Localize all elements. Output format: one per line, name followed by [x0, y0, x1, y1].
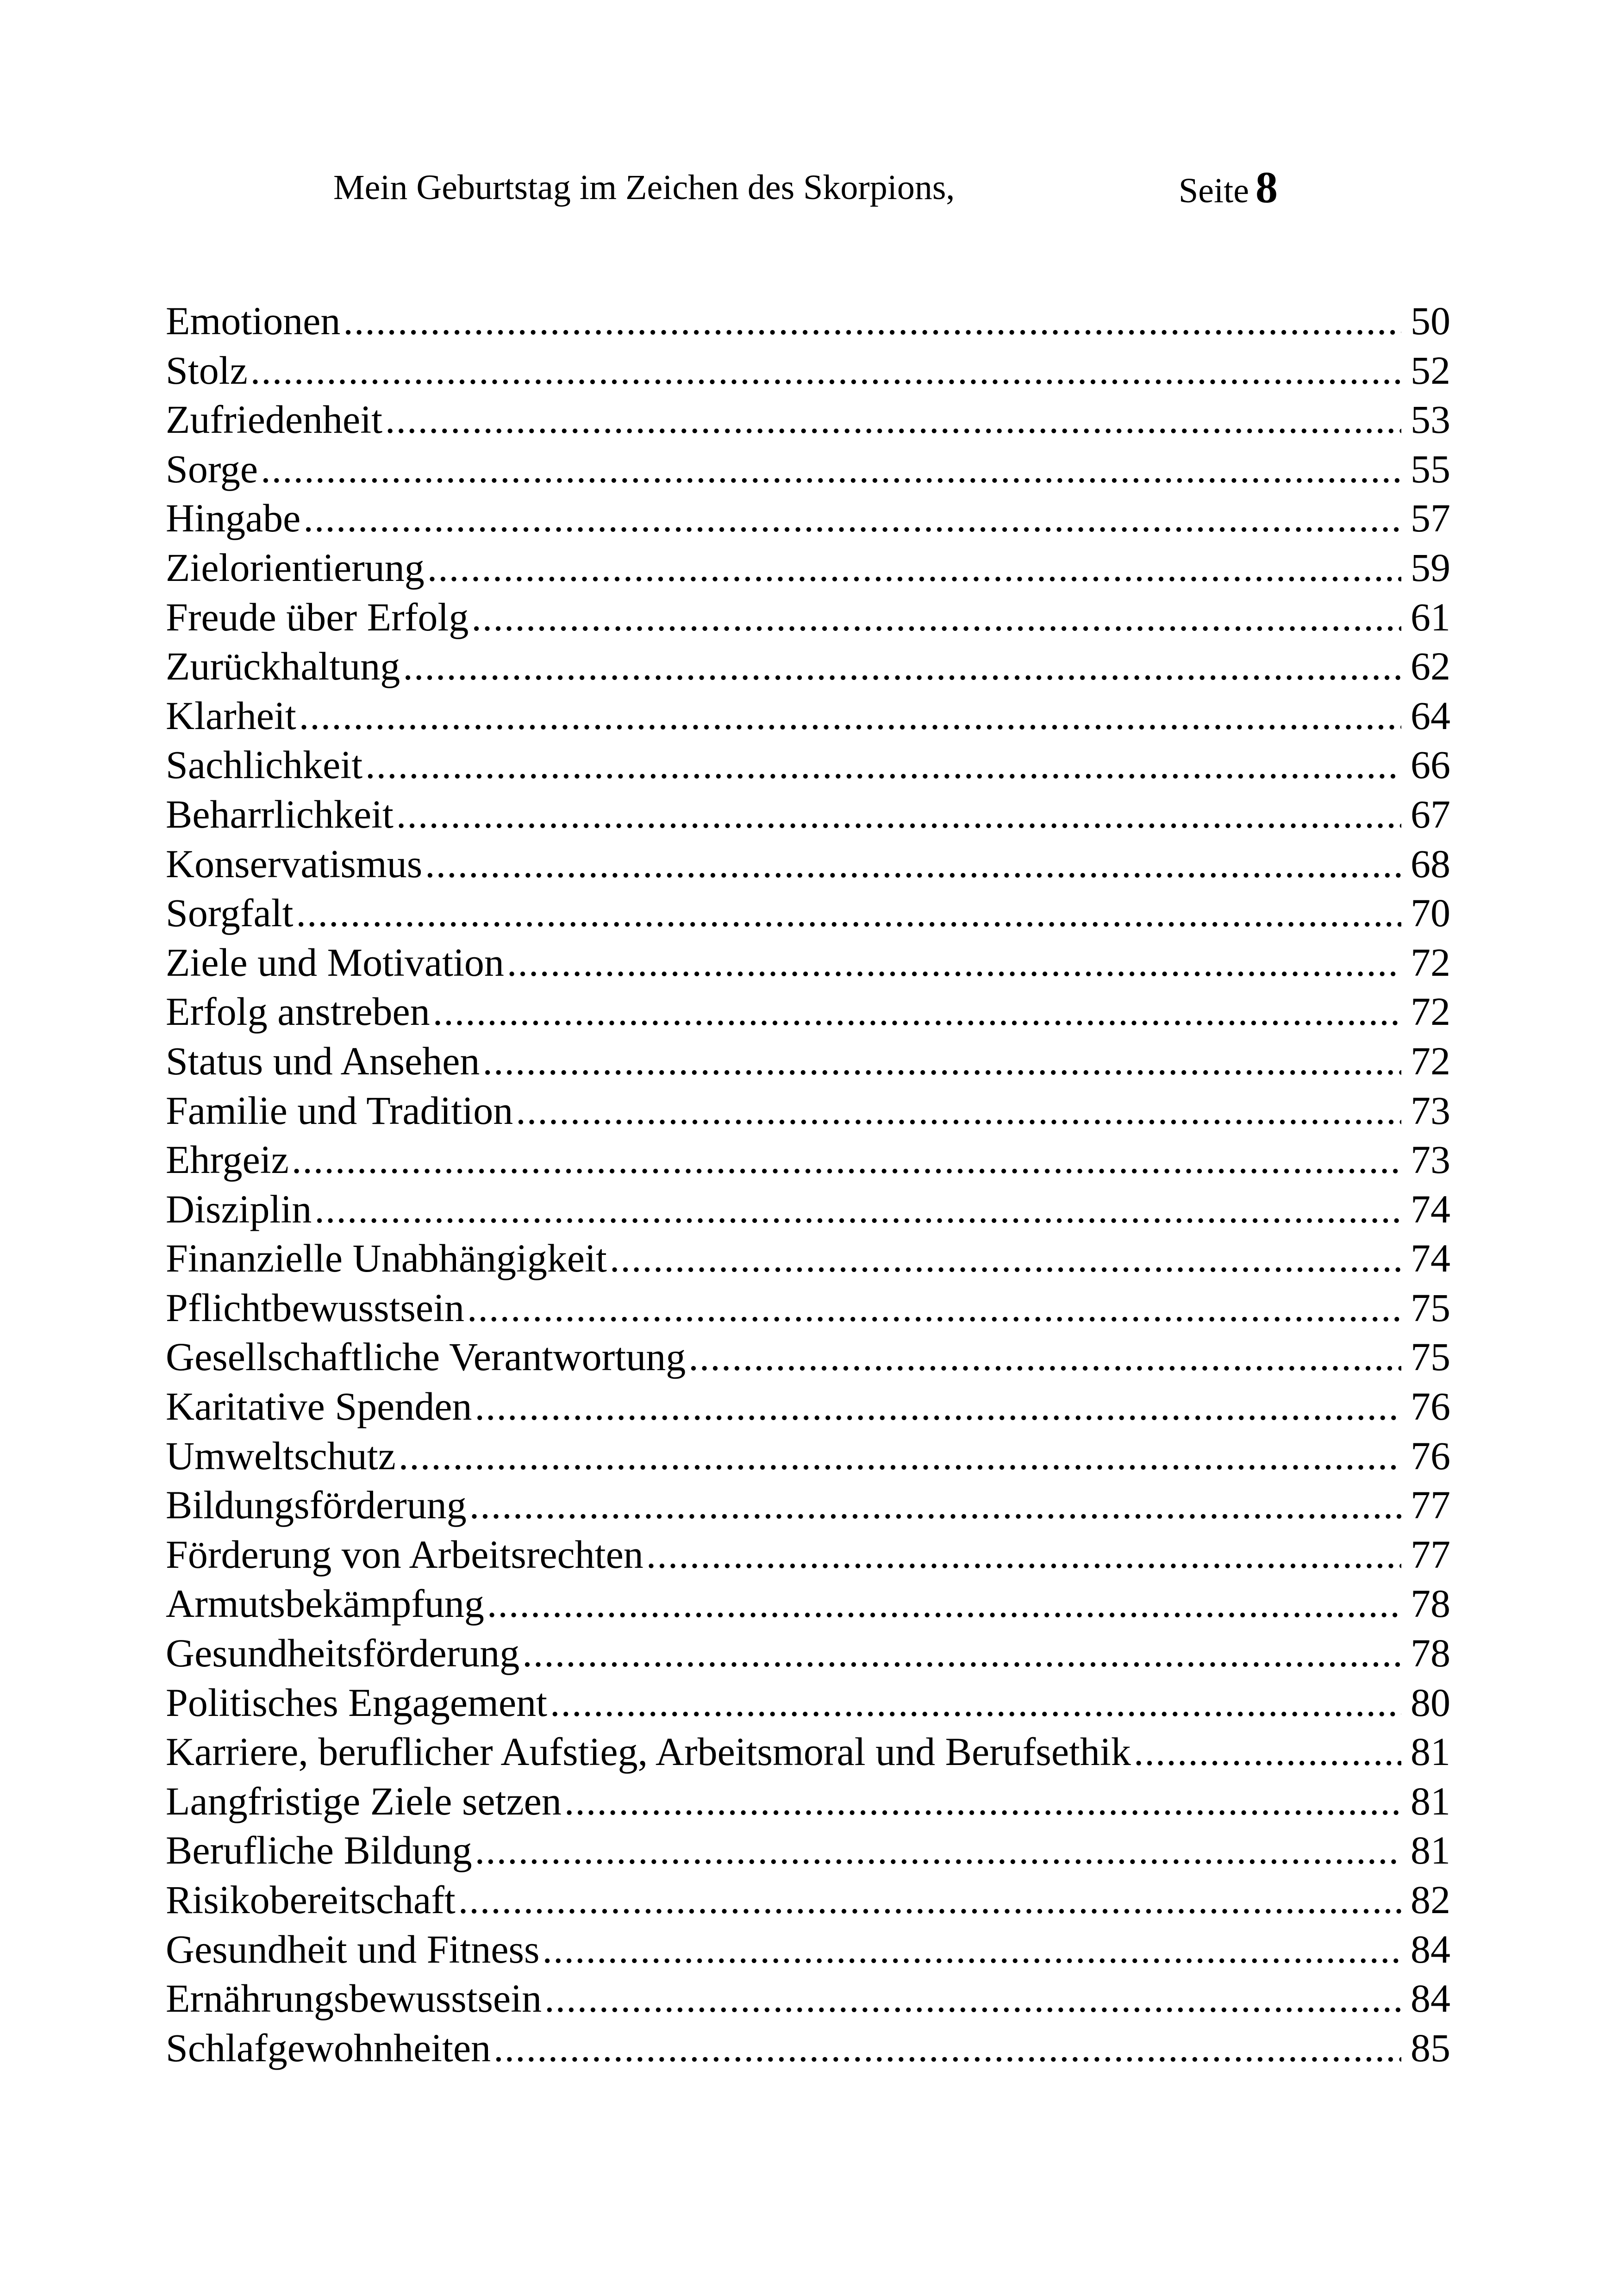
toc-entry-page-number: 62	[1411, 644, 1450, 689]
dot-leader	[507, 938, 1401, 987]
page-number: 8	[1255, 162, 1278, 212]
toc-entry-page-number: 70	[1411, 891, 1450, 935]
toc-entry-label: Bildungsförderung	[166, 1483, 467, 1528]
running-header	[333, 160, 1278, 215]
dot-leader	[493, 2023, 1401, 2073]
toc-entry[interactable]	[166, 839, 1450, 889]
toc-entry-page-number: 66	[1411, 742, 1450, 787]
dot-leader	[471, 592, 1401, 642]
toc-entry[interactable]	[166, 1036, 1450, 1086]
toc-entry[interactable]	[166, 938, 1450, 987]
toc-entry-page-number: 50	[1411, 299, 1450, 343]
dot-leader	[385, 395, 1401, 444]
dot-leader	[550, 1678, 1401, 1727]
dot-leader	[292, 1135, 1401, 1185]
toc-entry-page-number: 82	[1411, 1877, 1450, 1922]
toc-entry-label: Sorgfalt	[166, 891, 294, 935]
dot-leader	[544, 1974, 1401, 2023]
toc-entry-page-number: 75	[1411, 1285, 1450, 1330]
toc-entry-page-number: 81	[1411, 1778, 1450, 1823]
toc-entry-page-number: 68	[1411, 841, 1450, 886]
toc-entry[interactable]	[166, 888, 1450, 938]
dot-leader	[487, 1579, 1401, 1628]
toc-entry-page-number: 72	[1411, 940, 1450, 985]
toc-entry-page-number: 76	[1411, 1433, 1450, 1478]
toc-entry-label: Umweltschutz	[166, 1433, 396, 1478]
toc-entry[interactable]	[166, 395, 1450, 444]
toc-entry[interactable]	[166, 642, 1450, 691]
dot-leader	[688, 1332, 1401, 1382]
dot-leader	[403, 642, 1401, 691]
toc-entry-label: Familie und Tradition	[166, 1088, 513, 1133]
dot-leader	[467, 1283, 1401, 1333]
toc-entry[interactable]	[166, 987, 1450, 1036]
dot-leader	[250, 346, 1401, 395]
dot-leader	[425, 839, 1401, 889]
toc-entry-page-number: 74	[1411, 1186, 1450, 1231]
dot-leader	[299, 691, 1401, 741]
dot-leader	[296, 888, 1401, 938]
toc-entry-label: Hingabe	[166, 496, 301, 541]
toc-entry-label: Ernährungsbewusstsein	[166, 1976, 542, 2021]
toc-entry[interactable]	[166, 1777, 1450, 1826]
toc-entry-label: Ziele und Motivation	[166, 940, 504, 985]
toc-entry-page-number: 73	[1411, 1088, 1450, 1133]
toc-entry-page-number: 75	[1411, 1335, 1450, 1379]
toc-entry-page-number: 72	[1411, 1038, 1450, 1083]
toc-entry-label: Risikobereitschaft	[166, 1877, 456, 1922]
toc-entry-label: Langfristige Ziele setzen	[166, 1778, 562, 1823]
toc-entry-label: Schlafgewohnheiten	[166, 2025, 491, 2070]
toc-entry-label: Pflichtbewusstsein	[166, 1285, 464, 1330]
dot-leader	[475, 1382, 1401, 1431]
toc-entry-page-number: 74	[1411, 1236, 1450, 1281]
toc-entry[interactable]	[166, 1925, 1450, 1974]
toc-entry-page-number: 84	[1411, 1976, 1450, 2021]
toc-entry[interactable]	[166, 1727, 1450, 1777]
toc-entry[interactable]	[166, 790, 1450, 839]
dot-leader	[1134, 1727, 1401, 1777]
dot-leader	[482, 1036, 1401, 1086]
toc-entry[interactable]	[166, 1332, 1450, 1382]
toc-entry-label: Emotionen	[166, 299, 341, 343]
toc-entry-label: Gesellschaftliche Verantwortung	[166, 1335, 686, 1379]
toc-entry-label: Stolz	[166, 348, 248, 393]
page-label	[1179, 160, 1278, 218]
toc-entry-label: Förderung von Arbeitsrechten	[166, 1532, 643, 1577]
toc-entry-page-number: 52	[1411, 348, 1450, 393]
dot-leader	[396, 790, 1401, 839]
toc-entry[interactable]	[166, 1875, 1450, 1925]
toc-entry-page-number: 78	[1411, 1581, 1450, 1626]
dot-leader	[399, 1431, 1401, 1481]
toc-entry[interactable]	[166, 1628, 1450, 1678]
toc-entry[interactable]	[166, 1135, 1450, 1185]
toc-entry-label: Beharrlichkeit	[166, 792, 394, 836]
toc-entry[interactable]	[166, 1974, 1450, 2023]
toc-entry-label: Disziplin	[166, 1186, 312, 1231]
toc-entry-page-number: 67	[1411, 792, 1450, 836]
toc-entry[interactable]	[166, 1431, 1450, 1481]
toc-entry-label: Karriere, beruflicher Aufstieg, Arbeitsmoral und Berufsethik	[166, 1729, 1131, 1774]
toc-entry[interactable]	[166, 1086, 1450, 1135]
toc-entry-label: Zufriedenheit	[166, 397, 383, 442]
toc-entry-label: Zurückhaltung	[166, 644, 400, 689]
toc-entry-page-number: 80	[1411, 1680, 1450, 1725]
toc-entry-label: Ehrgeiz	[166, 1137, 289, 1182]
toc-entry-label: Sachlichkeit	[166, 742, 363, 787]
toc-entry[interactable]	[166, 1530, 1450, 1579]
toc-entry[interactable]	[166, 1480, 1450, 1530]
toc-entry-label: Politisches Engagement	[166, 1680, 548, 1725]
page-word: Seite	[1179, 171, 1249, 210]
dot-leader	[458, 1875, 1401, 1925]
dot-leader	[433, 987, 1401, 1036]
toc-entry-page-number: 84	[1411, 1927, 1450, 1971]
toc-entry-page-number: 57	[1411, 496, 1450, 541]
table-of-contents	[166, 296, 1450, 2072]
toc-entry-page-number: 81	[1411, 1729, 1450, 1774]
toc-entry[interactable]	[166, 296, 1450, 346]
toc-entry[interactable]	[166, 1382, 1450, 1431]
dot-leader	[314, 1185, 1401, 1234]
dot-leader	[261, 444, 1401, 494]
toc-entry-label: Berufliche Bildung	[166, 1828, 472, 1873]
dot-leader	[343, 296, 1401, 346]
toc-entry-page-number: 59	[1411, 545, 1450, 590]
toc-entry-page-number: 85	[1411, 2025, 1450, 2070]
toc-entry-label: Klarheit	[166, 693, 296, 738]
toc-entry-page-number: 55	[1411, 446, 1450, 491]
toc-entry-label: Erfolg anstreben	[166, 989, 430, 1034]
toc-entry-label: Gesundheitsförderung	[166, 1631, 520, 1676]
toc-entry-page-number: 81	[1411, 1828, 1450, 1873]
toc-entry-page-number: 73	[1411, 1137, 1450, 1182]
dot-leader	[427, 543, 1401, 592]
toc-entry-page-number: 72	[1411, 989, 1450, 1034]
dot-leader	[522, 1628, 1401, 1678]
toc-entry[interactable]	[166, 2023, 1450, 2073]
toc-entry-label: Finanzielle Unabhängigkeit	[166, 1236, 607, 1281]
toc-entry-label: Karitative Spenden	[166, 1384, 472, 1429]
toc-entry[interactable]	[166, 691, 1450, 741]
toc-entry-page-number: 76	[1411, 1384, 1450, 1429]
toc-entry[interactable]	[166, 1185, 1450, 1234]
dot-leader	[365, 740, 1401, 790]
toc-entry[interactable]	[166, 592, 1450, 642]
toc-entry[interactable]	[166, 1234, 1450, 1283]
toc-entry-page-number: 78	[1411, 1631, 1450, 1676]
dot-leader	[303, 493, 1401, 543]
toc-entry[interactable]	[166, 740, 1450, 790]
dot-leader	[564, 1777, 1401, 1826]
dot-leader	[610, 1234, 1401, 1283]
toc-entry[interactable]	[166, 543, 1450, 592]
toc-entry[interactable]	[166, 1579, 1450, 1628]
toc-entry-label: Gesundheit und Fitness	[166, 1927, 540, 1971]
toc-entry[interactable]	[166, 1826, 1450, 1875]
toc-entry[interactable]	[166, 444, 1450, 494]
toc-entry-page-number: 53	[1411, 397, 1450, 442]
toc-entry-page-number: 64	[1411, 693, 1450, 738]
toc-entry-label: Sorge	[166, 446, 258, 491]
toc-entry-label: Armutsbekämpfung	[166, 1581, 484, 1626]
toc-entry-label: Status und Ansehen	[166, 1038, 480, 1083]
toc-entry-page-number: 61	[1411, 594, 1450, 639]
toc-entry[interactable]	[166, 1678, 1450, 1727]
toc-entry-label: Konservatismus	[166, 841, 423, 886]
toc-entry-page-number: 77	[1411, 1532, 1450, 1577]
dot-leader	[646, 1530, 1401, 1579]
toc-entry[interactable]	[166, 346, 1450, 395]
dot-leader	[542, 1925, 1401, 1974]
toc-entry-label: Freude über Erfolg	[166, 594, 469, 639]
dot-leader	[475, 1826, 1401, 1875]
dot-leader	[469, 1480, 1401, 1530]
dot-leader	[516, 1086, 1401, 1135]
toc-entry[interactable]	[166, 493, 1450, 543]
toc-entry-label: Zielorientierung	[166, 545, 425, 590]
toc-entry[interactable]	[166, 1283, 1450, 1333]
toc-entry-page-number: 77	[1411, 1483, 1450, 1528]
book-title: Mein Geburtstag im Zeichen des Skorpions,	[333, 168, 955, 207]
